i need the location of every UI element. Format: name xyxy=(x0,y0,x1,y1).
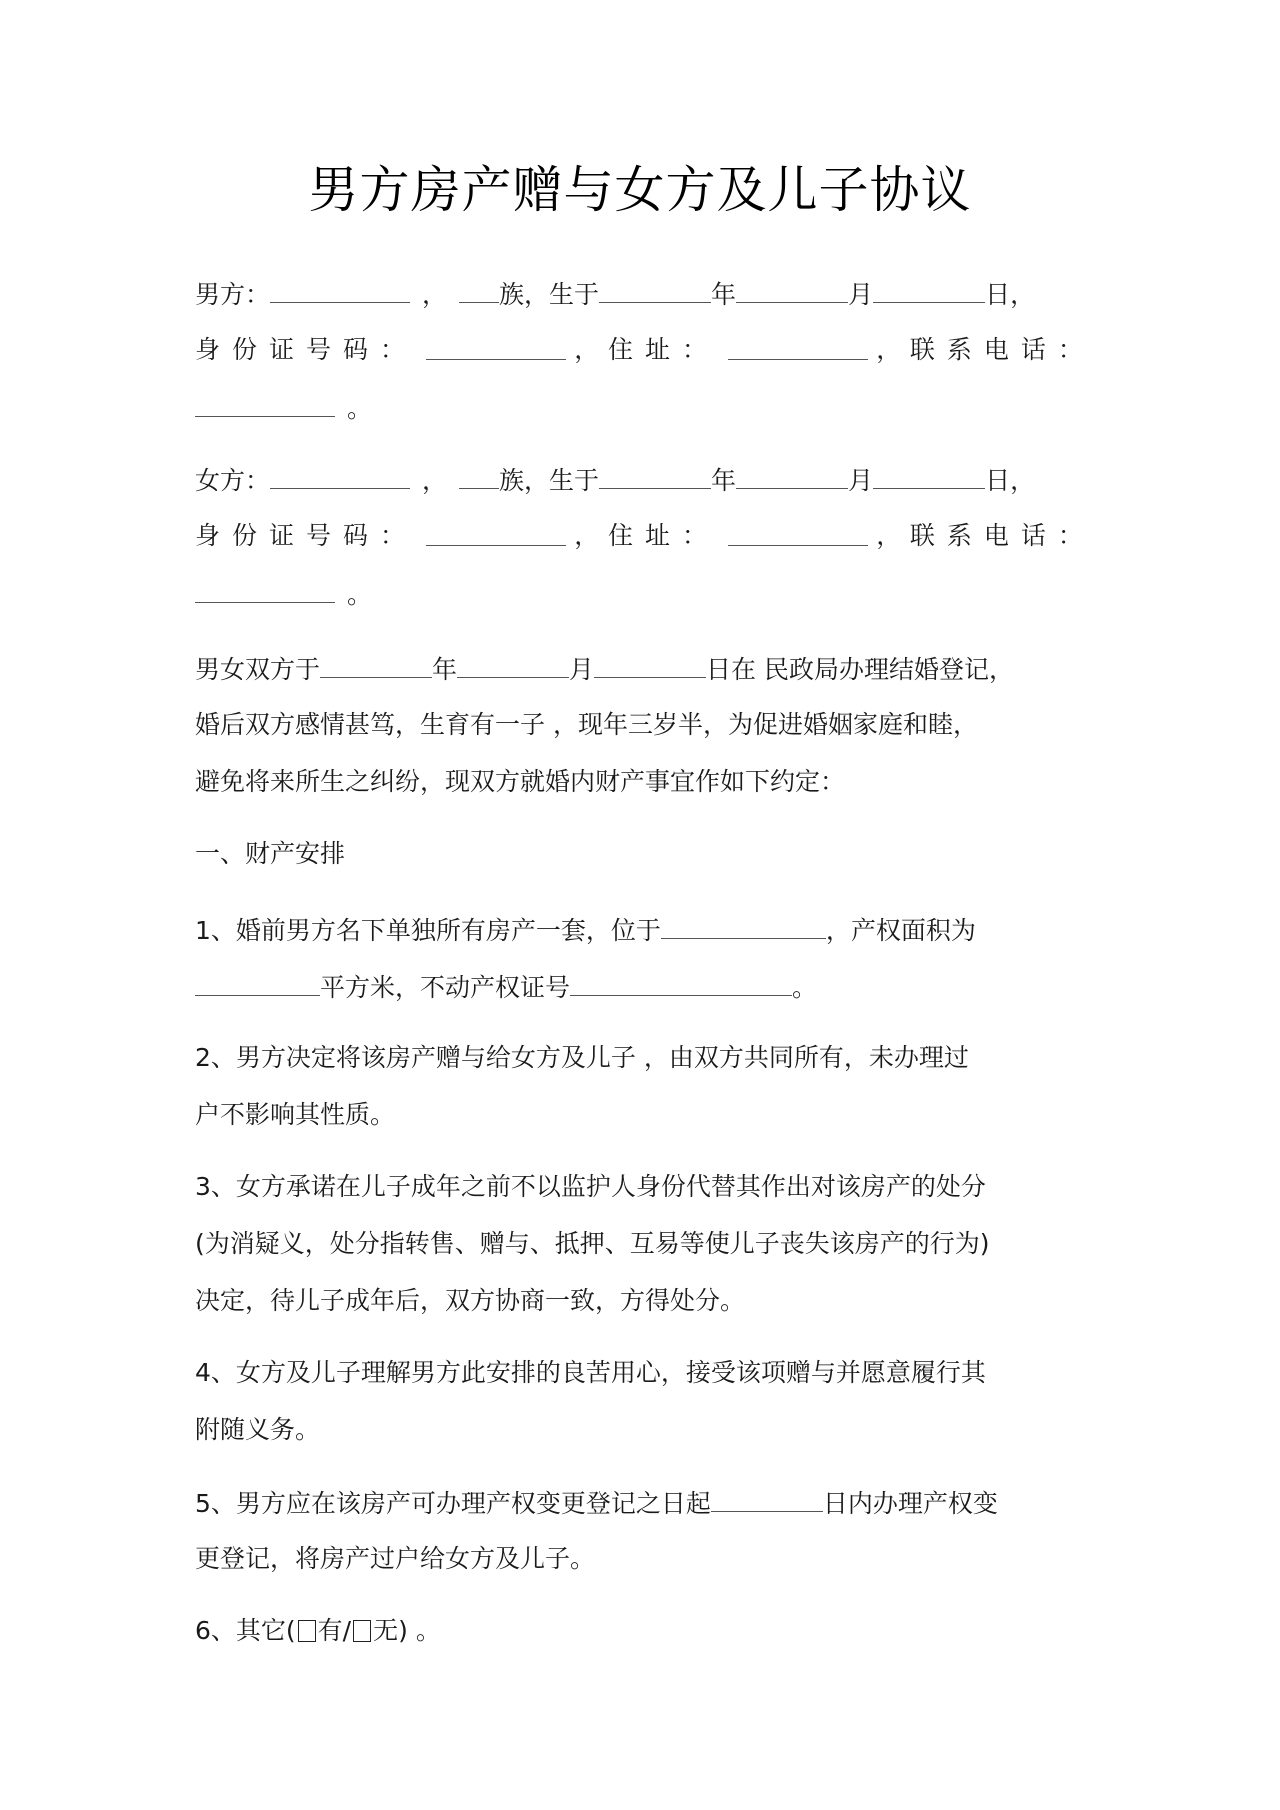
marriage-month-blank[interactable] xyxy=(457,651,569,678)
clause-2-line-1: 2、男方决定将该房产赠与给女方及儿子 ，由双方共同所有，未办理过 xyxy=(195,1043,969,1072)
male-party-line-2 xyxy=(195,333,1095,367)
clause-6-line-1 xyxy=(195,1614,1095,1648)
year-label: 年 xyxy=(432,655,458,684)
year-label: 年 xyxy=(711,466,737,495)
separator: ， xyxy=(876,335,902,364)
female-party-line-1 xyxy=(195,462,1095,498)
male-label: 男方： xyxy=(195,280,271,309)
male-birth-month-blank[interactable] xyxy=(736,276,848,303)
document-title: 男方房产赠与女方及儿子协议 xyxy=(308,161,972,219)
month-label: 月 xyxy=(848,280,874,309)
female-birth-year-blank[interactable] xyxy=(599,462,711,489)
preamble-line-1 xyxy=(195,651,1095,687)
clause-3-line-2: (为消疑义，处分指转售、赠与、抵押、互易等使儿子丧失该房产的行为) xyxy=(195,1229,990,1258)
clause-1-line-2 xyxy=(195,969,1095,1005)
separator: ， xyxy=(876,521,902,550)
period: 。 xyxy=(792,973,818,1002)
other-yes-checkbox[interactable] xyxy=(298,1620,316,1642)
female-birth-day-blank[interactable] xyxy=(873,462,985,489)
female-party-line-2 xyxy=(195,519,1095,553)
female-party-line-3 xyxy=(195,576,1095,612)
clause-3-line-1: 3、女方承诺在儿子成年之前不以监护人身份代替其作出对该房产的处分 xyxy=(195,1172,986,1201)
female-phone-label: 联系电话： xyxy=(909,521,1095,550)
option-no-label: 无) xyxy=(373,1616,408,1645)
male-ethnicity-blank[interactable] xyxy=(459,276,499,303)
day-label: 日， xyxy=(985,280,1036,309)
male-birth-year-blank[interactable] xyxy=(599,276,711,303)
clause-1-line-1 xyxy=(195,912,1095,948)
clause-5-line-1 xyxy=(195,1485,1095,1521)
separator: ， xyxy=(422,280,448,309)
month-label: 月 xyxy=(848,466,874,495)
clause-2-line-2: 户不影响其性质。 xyxy=(195,1100,396,1129)
clause-5-line-2: 更登记，将房产过户给女方及儿子。 xyxy=(195,1544,596,1573)
period: 。 xyxy=(347,394,373,423)
female-phone-blank[interactable] xyxy=(195,576,335,603)
ethnicity-birth-label: 族，生于 xyxy=(499,466,600,495)
section-heading-property: 一、财产安排 xyxy=(195,839,346,868)
ethnicity-birth-label: 族，生于 xyxy=(499,280,600,309)
female-label: 女方： xyxy=(195,466,271,495)
clause-text: 1、婚前男方名下单独所有房产一套，位于 xyxy=(195,916,661,945)
female-name-blank[interactable] xyxy=(270,462,410,489)
male-address-label: 住址： xyxy=(607,335,719,364)
clause-text: 5、男方应在该房产可办理产权变更登记之日起 xyxy=(195,1489,711,1518)
clause-text: 6、其它( xyxy=(195,1616,296,1645)
clause-4-line-1: 4、女方及儿子理解男方此安排的良苦用心，接受该项赠与并愿意履行其 xyxy=(195,1358,986,1387)
male-birth-day-blank[interactable] xyxy=(873,276,985,303)
period: 。 xyxy=(347,580,373,609)
clause-3-line-3: 决定，待儿子成年后，双方协商一致，方得处分。 xyxy=(195,1286,746,1315)
day-label: 日， xyxy=(985,466,1036,495)
male-party-line-3 xyxy=(195,390,1095,426)
month-label: 月 xyxy=(569,655,595,684)
property-area-blank[interactable] xyxy=(195,969,320,996)
female-id-label: 身份证号码： xyxy=(195,521,418,550)
year-label: 年 xyxy=(711,280,737,309)
preamble-text: 男女双方于 xyxy=(195,655,321,684)
male-name-blank[interactable] xyxy=(270,276,410,303)
separator: ， xyxy=(574,335,600,364)
property-location-blank[interactable] xyxy=(661,912,826,939)
male-address-blank[interactable] xyxy=(728,333,868,360)
transfer-days-blank[interactable] xyxy=(711,1485,823,1512)
other-no-checkbox[interactable] xyxy=(353,1620,371,1642)
clause-text: ，产权面积为 xyxy=(825,916,976,945)
preamble-line-2: 婚后双方感情甚笃，生育有一子 ，现年三岁半，为促进婚姻家庭和睦， xyxy=(195,710,978,739)
period: 。 xyxy=(407,1616,441,1645)
property-cert-number-blank[interactable] xyxy=(570,969,792,996)
female-id-blank[interactable] xyxy=(426,519,566,546)
separator: ， xyxy=(422,466,448,495)
male-phone-label: 联系电话： xyxy=(909,335,1095,364)
option-yes-label: 有/ xyxy=(317,1616,352,1645)
marriage-year-blank[interactable] xyxy=(320,651,432,678)
female-address-blank[interactable] xyxy=(728,519,868,546)
female-address-label: 住址： xyxy=(607,521,719,550)
clause-text: 日内办理产权变 xyxy=(822,1489,998,1518)
male-party-line-1 xyxy=(195,276,1095,312)
female-birth-month-blank[interactable] xyxy=(736,462,848,489)
female-ethnicity-blank[interactable] xyxy=(459,462,499,489)
marriage-day-blank[interactable] xyxy=(594,651,706,678)
male-id-blank[interactable] xyxy=(426,333,566,360)
preamble-line-3: 避免将来所生之纠纷，现双方就婚内财产事宜作如下约定： xyxy=(195,767,846,796)
male-phone-blank[interactable] xyxy=(195,390,335,417)
clause-text: 平方米，不动产权证号 xyxy=(320,973,571,1002)
male-id-label: 身份证号码： xyxy=(195,335,418,364)
clause-4-line-2: 附随义务。 xyxy=(195,1415,321,1444)
preamble-text: 日在 民政局办理结婚登记， xyxy=(706,655,1014,684)
separator: ， xyxy=(574,521,600,550)
